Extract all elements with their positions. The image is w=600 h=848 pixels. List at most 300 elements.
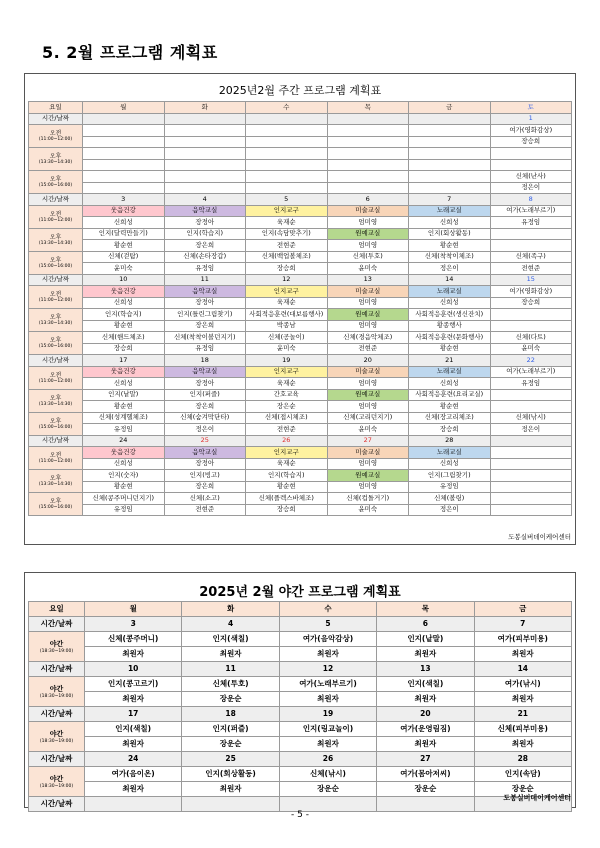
night-program-row: [29, 632, 572, 647]
night-staff-cell: 최원자: [474, 647, 571, 662]
program-cell: 웃음건강: [83, 286, 165, 298]
staff-cell: [490, 504, 572, 516]
program-cell: [409, 125, 491, 137]
staff-cell: 전현준: [246, 240, 328, 252]
staff-cell: 정은이: [164, 424, 246, 436]
weekday-header-label: 요일: [29, 102, 83, 114]
staff-cell: 정은이: [490, 182, 572, 194]
staff-cell: 장정아: [164, 458, 246, 470]
staff-cell: 엄미영: [327, 240, 409, 252]
night-program-cell: 신체(피부미용): [474, 722, 571, 737]
staff-cell: 장승희: [409, 424, 491, 436]
time-slot-label: [29, 205, 83, 228]
night-date-cell: 11: [182, 662, 279, 677]
staff-cell: [490, 481, 572, 493]
night-program-cell: 인지(회상활동): [182, 767, 279, 782]
night-staff-cell: 장운순: [279, 782, 376, 797]
program-cell: 여가(노래부르기): [490, 205, 572, 217]
date-row: [29, 274, 572, 286]
staff-cell: 장승희: [490, 297, 572, 309]
staff-cell: [246, 159, 328, 171]
night-staff-cell: 장운순: [474, 782, 571, 797]
night-weekday-tue: 화: [182, 602, 279, 617]
night-staff-cell: 최원자: [377, 737, 474, 752]
time-slot-label: [29, 447, 83, 470]
night-date-cell: 19: [279, 707, 376, 722]
night-date-cell: 17: [85, 707, 182, 722]
staff-cell: 유정임: [164, 263, 246, 275]
program-row: [29, 228, 572, 240]
staff-cell: 정은이: [409, 263, 491, 275]
program-cell: [327, 148, 409, 160]
program-cell: 신체(투호): [327, 251, 409, 263]
night-date-cell: 12: [279, 662, 376, 677]
time-slot-label: [29, 332, 83, 355]
time-slot-label: [29, 493, 83, 516]
program-cell: [83, 171, 165, 183]
program-cell: 신체(족구): [490, 251, 572, 263]
night-date-row-label: 시간/날짜: [29, 662, 85, 677]
program-cell: 미술교실: [327, 366, 409, 378]
program-cell: 웃음건강: [83, 366, 165, 378]
staff-cell: 윤미숙: [327, 424, 409, 436]
program-row: [29, 470, 572, 482]
staff-cell: 유정임: [164, 343, 246, 355]
staff-cell: 윤미숙: [246, 343, 328, 355]
time-slot-name: 오전: [49, 130, 62, 137]
time-slot-hours: (11:00~12:00): [38, 459, 73, 464]
time-slot-hours: (13:30~14:30): [38, 240, 73, 246]
program-cell: 여가(노래부르기): [490, 366, 572, 378]
night-date-row: [29, 752, 572, 767]
staff-cell: 전현준: [327, 343, 409, 355]
time-slot-label: [29, 470, 83, 493]
date-cell: [246, 113, 328, 125]
staff-cell: 전현준: [246, 424, 328, 436]
date-cell: 24: [83, 435, 165, 447]
night-staff-cell: 장운순: [182, 737, 279, 752]
date-cell: 14: [409, 274, 491, 286]
staff-cell: 엄미영: [327, 378, 409, 390]
time-slot-hours: (13:30~14:30): [38, 482, 73, 487]
date-cell: 19: [246, 355, 328, 367]
staff-row: [29, 504, 572, 516]
staff-cell: [164, 182, 246, 194]
program-cell: [490, 493, 572, 505]
staff-cell: 윤미숙: [327, 263, 409, 275]
program-cell: 노래교실: [409, 447, 491, 459]
weekday-tue: 화: [164, 102, 246, 114]
night-program-cell: 인지(색칠): [377, 677, 474, 692]
night-date-cell: 27: [377, 752, 474, 767]
date-row: [29, 355, 572, 367]
date-cell: 12: [246, 274, 328, 286]
staff-row: [29, 343, 572, 355]
weekday-thu: 목: [327, 102, 409, 114]
date-row-label: 시간/날짜: [29, 113, 83, 125]
night-staff-cell: 최원자: [377, 692, 474, 707]
program-row: [29, 332, 572, 344]
date-cell: 3: [83, 194, 165, 206]
date-cell: [164, 113, 246, 125]
staff-cell: 엄미영: [327, 458, 409, 470]
program-cell: 인지(학습지): [164, 228, 246, 240]
night-date-cell: 6: [377, 617, 474, 632]
night-program-row: [29, 767, 572, 782]
program-row: [29, 493, 572, 505]
time-slot-hours: (11:00~12:00): [38, 378, 73, 384]
staff-cell: 장승희: [246, 504, 328, 516]
program-cell: 미술교실: [327, 205, 409, 217]
staff-cell: 장승희: [246, 263, 328, 275]
staff-cell: 육재순: [246, 458, 328, 470]
time-slot-label: [29, 309, 83, 332]
program-cell: 인지(회상활동): [409, 228, 491, 240]
staff-cell: 황순현: [246, 481, 328, 493]
staff-cell: 장은희: [164, 240, 246, 252]
staff-cell: 황순현: [83, 320, 165, 332]
staff-cell: 신희성: [83, 297, 165, 309]
time-slot-name: 오후: [49, 314, 62, 321]
staff-row: [29, 458, 572, 470]
staff-row: [29, 159, 572, 171]
program-cell: 노래교실: [409, 286, 491, 298]
night-staff-cell: 최원자: [474, 737, 571, 752]
night-program-cell: 여가(낚시): [474, 677, 571, 692]
program-cell: [164, 125, 246, 137]
staff-row: [29, 217, 572, 229]
night-slot-label: [29, 722, 85, 752]
staff-cell: [327, 136, 409, 148]
program-row: [29, 125, 572, 137]
night-program-row: [29, 677, 572, 692]
date-cell: 20: [327, 355, 409, 367]
program-cell: 인지교구: [246, 447, 328, 459]
staff-cell: 엄미영: [327, 320, 409, 332]
night-weekday-mon: 월: [85, 602, 182, 617]
program-cell: [490, 309, 572, 321]
program-cell: 사회적응훈련(요리교실): [409, 389, 491, 401]
date-cell: 22: [490, 355, 572, 367]
staff-cell: 장은희: [164, 401, 246, 413]
program-cell: 인지교구: [246, 366, 328, 378]
program-cell: [164, 171, 246, 183]
staff-cell: 신희성: [409, 297, 491, 309]
staff-cell: 윤미숙: [83, 263, 165, 275]
date-cell: 15: [490, 274, 572, 286]
staff-row: [29, 297, 572, 309]
night-slot-label: [29, 677, 85, 707]
date-cell: 4: [164, 194, 246, 206]
program-cell: [490, 228, 572, 240]
date-row-label: 시간/날짜: [29, 194, 83, 206]
staff-row: [29, 378, 572, 390]
program-cell: 신체(핸드체조): [83, 332, 165, 344]
night-date-row-label: 시간/날짜: [29, 707, 85, 722]
night-plan-panel: [24, 572, 576, 808]
weekday-fri: 금: [409, 102, 491, 114]
program-row: [29, 366, 572, 378]
staff-cell: [164, 159, 246, 171]
night-program-cell: 여가(피부미용): [474, 632, 571, 647]
program-cell: 인지교구: [246, 205, 328, 217]
night-staff-cell: 장운순: [377, 782, 474, 797]
night-plan-title: 2025년 2월 야간 프로그램 계획표: [199, 585, 401, 600]
date-row: [29, 435, 572, 447]
program-cell: 인지(학습지): [83, 309, 165, 321]
night-staff-cell: 최원자: [85, 647, 182, 662]
date-cell: 13: [327, 274, 409, 286]
weekday-mon: 월: [83, 102, 165, 114]
staff-cell: 장은희: [164, 320, 246, 332]
night-date-cell: 24: [85, 752, 182, 767]
time-slot-label: [29, 228, 83, 251]
staff-cell: 전현준: [164, 504, 246, 516]
staff-row: [29, 136, 572, 148]
night-weekday-thu: 목: [377, 602, 474, 617]
night-slot-hours: (18:30~19:00): [39, 693, 74, 699]
program-cell: [409, 148, 491, 160]
night-weekday-header-row: [29, 602, 572, 617]
staff-cell: 장정아: [164, 378, 246, 390]
staff-cell: [164, 136, 246, 148]
staff-cell: 신희성: [409, 217, 491, 229]
staff-cell: 황종행사: [409, 320, 491, 332]
time-slot-name: 오후: [49, 475, 62, 482]
time-slot-name: 오후: [49, 256, 62, 264]
night-date-cell: 26: [279, 752, 376, 767]
night-program-cell: 인지(콩고르기): [85, 677, 182, 692]
staff-cell: 황순현: [83, 240, 165, 252]
time-slot-hours: (13:30~14:30): [38, 160, 73, 165]
program-cell: 웃음건강: [83, 447, 165, 459]
night-date-cell: 21: [474, 707, 571, 722]
time-slot-name: 오전: [49, 210, 62, 218]
time-slot-name: 오후: [49, 176, 62, 183]
date-cell: 5: [246, 194, 328, 206]
program-cell: 인지(그림찾기): [409, 470, 491, 482]
program-row: [29, 309, 572, 321]
program-row: [29, 171, 572, 183]
date-row-label: 시간/날짜: [29, 274, 83, 286]
night-date-cell: 5: [279, 617, 376, 632]
program-cell: 신체(접시체조): [246, 412, 328, 424]
night-slot-name: 야간: [49, 729, 64, 738]
night-program-cell: 여가(노래부르기): [279, 677, 376, 692]
staff-cell: [83, 182, 165, 194]
staff-cell: [327, 182, 409, 194]
program-cell: 미술교실: [327, 286, 409, 298]
date-cell: 1: [490, 113, 572, 125]
night-program-cell: 신체(낚시): [279, 767, 376, 782]
night-slot-label: [29, 632, 85, 662]
night-slot-hours: (18:30~19:00): [39, 783, 74, 789]
night-weekday-fri: 금: [474, 602, 571, 617]
staff-cell: 유정임: [83, 424, 165, 436]
night-date-cell: 25: [182, 752, 279, 767]
date-cell: [327, 113, 409, 125]
staff-cell: [490, 159, 572, 171]
program-cell: 노래교실: [409, 205, 491, 217]
date-cell: [409, 113, 491, 125]
staff-cell: 유정임: [409, 481, 491, 493]
time-slot-hours: (13:30~14:30): [38, 321, 73, 326]
night-date-cell: 4: [182, 617, 279, 632]
staff-cell: 엄미영: [327, 481, 409, 493]
night-staff-cell: 최원자: [279, 737, 376, 752]
night-date-cell: 7: [474, 617, 571, 632]
night-staff-cell: 최원자: [474, 692, 571, 707]
program-cell: [409, 171, 491, 183]
night-date-row-label: 시간/날짜: [29, 617, 85, 632]
time-slot-label: [29, 389, 83, 412]
program-cell: 여가(영화감상): [490, 125, 572, 137]
program-cell: 원예교실: [327, 309, 409, 321]
staff-cell: 신희성: [409, 378, 491, 390]
program-cell: [83, 148, 165, 160]
night-staff-row: [29, 737, 572, 752]
program-cell: 신체(난사): [490, 171, 572, 183]
night-staff-cell: 장운순: [182, 692, 279, 707]
date-cell: [83, 113, 165, 125]
night-program-cell: 여가(운영림짐): [377, 722, 474, 737]
staff-cell: [490, 401, 572, 413]
program-cell: 간호교육: [246, 389, 328, 401]
night-program-cell: 여가(음악감상): [279, 632, 376, 647]
staff-cell: 육재순: [246, 217, 328, 229]
staff-cell: 신희성: [83, 458, 165, 470]
time-slot-hours: (15:00~16:00): [38, 183, 73, 188]
time-slot-hours: (11:00~12:00): [38, 298, 73, 303]
staff-cell: [409, 182, 491, 194]
staff-cell: 황순현: [409, 240, 491, 252]
program-cell: 신체(다트): [490, 332, 572, 344]
program-row: [29, 148, 572, 160]
staff-cell: 신희성: [83, 217, 165, 229]
staff-cell: 전현준: [490, 263, 572, 275]
program-cell: 인지(속담맞추기): [246, 228, 328, 240]
program-cell: 신체(플렉스바체조): [246, 493, 328, 505]
staff-cell: 장은순: [246, 401, 328, 413]
program-cell: 신체(숨겨막단타): [164, 412, 246, 424]
program-cell: [490, 148, 572, 160]
program-cell: 신체(공놀이): [246, 332, 328, 344]
program-cell: 인지(낱말): [83, 389, 165, 401]
program-cell: 음악교실: [164, 447, 246, 459]
staff-cell: 황순현: [83, 481, 165, 493]
staff-row: [29, 320, 572, 332]
staff-cell: 엄미영: [327, 217, 409, 229]
staff-cell: 윤미숙: [490, 343, 572, 355]
night-slot-hours: (18:30~19:00): [39, 648, 74, 654]
date-cell: 7: [409, 194, 491, 206]
night-date-cell: 20: [377, 707, 474, 722]
night-program-row: [29, 722, 572, 737]
night-slot-name: 야간: [49, 774, 64, 783]
staff-cell: 유정임: [83, 504, 165, 516]
program-cell: 사회적응훈련(대보름행사): [246, 309, 328, 321]
time-slot-hours: (13:30~14:30): [38, 401, 73, 407]
time-slot-label: [29, 125, 83, 148]
staff-cell: 박종남: [246, 320, 328, 332]
program-cell: 인지(퍼즐): [164, 389, 246, 401]
date-cell: 11: [164, 274, 246, 286]
night-date-cell: 3: [85, 617, 182, 632]
program-cell: 신체(고리던지기): [327, 412, 409, 424]
night-program-cell: 인지(색칠): [182, 632, 279, 647]
program-cell: 신체(백업볼체조): [246, 251, 328, 263]
date-cell: 6: [327, 194, 409, 206]
date-cell: 10: [83, 274, 165, 286]
staff-cell: 장승희: [83, 343, 165, 355]
program-cell: [327, 171, 409, 183]
program-cell: [490, 389, 572, 401]
program-cell: [164, 148, 246, 160]
staff-row: [29, 182, 572, 194]
night-staff-row: [29, 782, 572, 797]
time-slot-name: 오후: [49, 394, 62, 402]
night-weekday-wed: 수: [279, 602, 376, 617]
night-date-cell: 13: [377, 662, 474, 677]
program-cell: 웃음건강: [83, 205, 165, 217]
date-row: [29, 113, 572, 125]
staff-cell: 유정임: [490, 217, 572, 229]
weekly-plan-title: 2025년2월 주간 프로그램 계획표: [218, 84, 382, 97]
staff-cell: [490, 240, 572, 252]
program-cell: 음악교실: [164, 205, 246, 217]
night-program-cell: 인지(링교놀이): [279, 722, 376, 737]
night-staff-cell: 최원자: [85, 692, 182, 707]
night-plan-table: [28, 601, 572, 812]
program-cell: 원예교실: [327, 470, 409, 482]
time-slot-name: 오후: [49, 417, 62, 425]
program-cell: 여가(영화감상): [490, 286, 572, 298]
night-date-row-label: 시간/날짜: [29, 752, 85, 767]
staff-cell: [327, 159, 409, 171]
program-cell: 사회적응훈련(문화행사): [409, 332, 491, 344]
night-slot-name: 야간: [49, 639, 64, 648]
program-cell: 인지(달력만들기): [83, 228, 165, 240]
staff-cell: [246, 182, 328, 194]
staff-row: [29, 240, 572, 252]
staff-cell: 유정임: [490, 378, 572, 390]
program-row: [29, 205, 572, 217]
night-date-cell: 28: [474, 752, 571, 767]
staff-cell: [409, 136, 491, 148]
time-slot-name: 오후: [49, 153, 62, 160]
weekly-plan-panel: [24, 73, 576, 545]
program-cell: 음악교실: [164, 286, 246, 298]
time-slot-name: 오전: [49, 371, 62, 379]
night-staff-cell: 최원자: [377, 647, 474, 662]
program-cell: [327, 125, 409, 137]
time-slot-label: [29, 251, 83, 274]
program-cell: 신체(걷탐): [83, 251, 165, 263]
night-staff-cell: 최원자: [279, 692, 376, 707]
page-number: - 5 -: [291, 810, 309, 820]
time-slot-label: [29, 148, 83, 171]
time-slot-hours: (15:00~16:00): [38, 263, 73, 269]
date-cell: 17: [83, 355, 165, 367]
program-cell: [83, 125, 165, 137]
staff-cell: 신희성: [83, 378, 165, 390]
staff-row: [29, 263, 572, 275]
program-cell: 미술교실: [327, 447, 409, 459]
staff-cell: 엄미영: [327, 401, 409, 413]
staff-cell: 엄미영: [327, 297, 409, 309]
weekly-center-name: 도봉실버데이케어센터: [508, 533, 571, 541]
time-slot-name: 오전: [49, 452, 62, 459]
